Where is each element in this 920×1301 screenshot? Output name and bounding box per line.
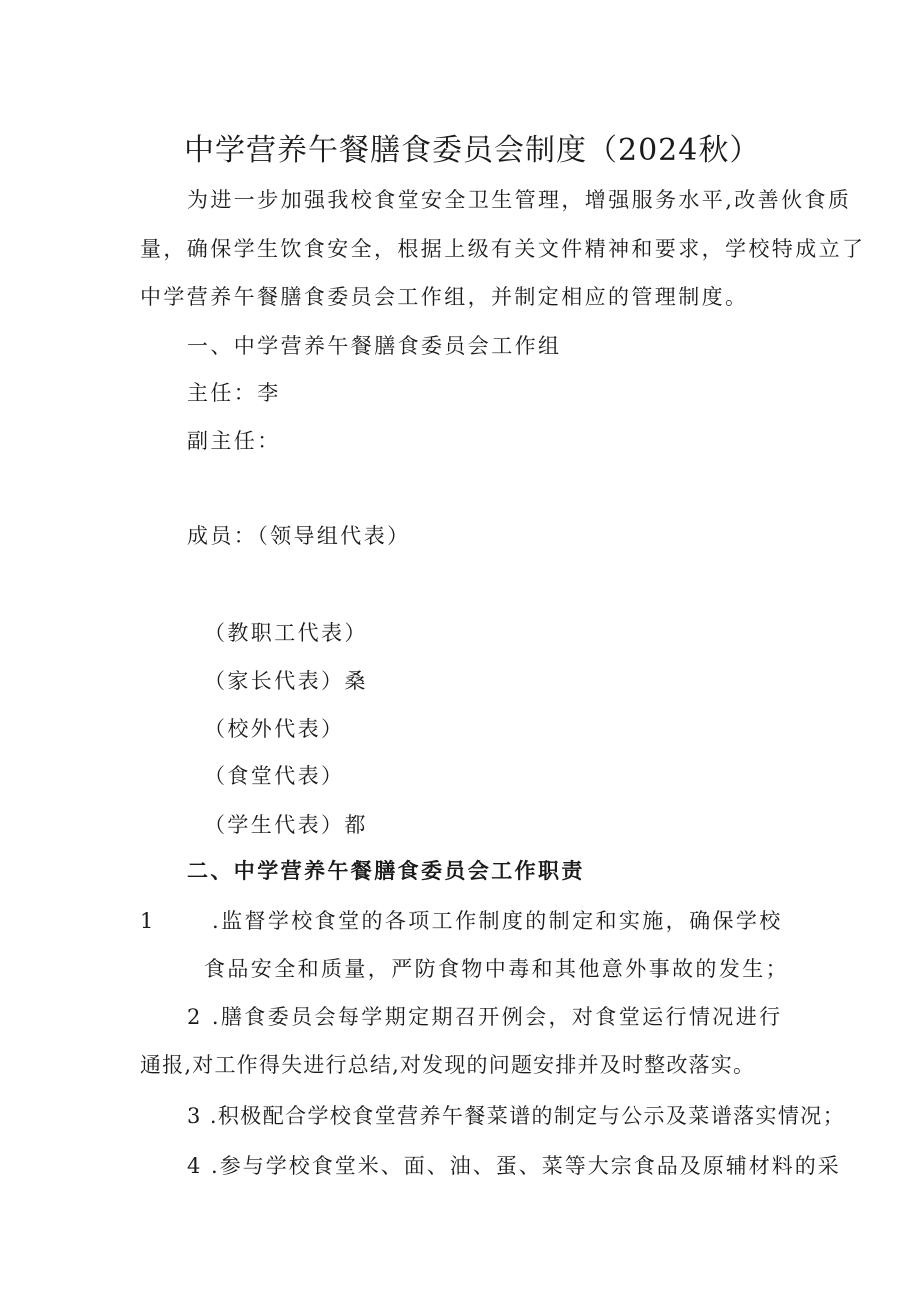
section1-heading: 一、中学营养午餐膳食委员会工作组 [187,334,562,358]
item2-line-2: 通报,对工作得失进行总结,对发现的问题安排并及时整改落实。 [140,1053,756,1077]
document-title: 中学营养午餐膳食委员会制度（2024秋） [184,133,761,168]
item2-line-1: 2 .膳食委员会每学期定期召开例会，对食堂运行情况进行 [187,1005,783,1029]
rep-external: （校外代表） [204,717,345,741]
item4-line: 4 .参与学校食堂米、面、油、蛋、菜等大宗食品及原辅材料的采 [187,1154,841,1178]
rep-staff: （教职工代表） [204,621,368,645]
rep-parents: （家长代表）桑 [204,669,368,693]
item3-line: 3 .积极配合学校食堂营养午餐菜谱的制定与公示及菜谱落实情况； [187,1104,846,1128]
rep-canteen: （食堂代表） [204,764,345,788]
item1-line-1: .监督学校食堂的各项工作制度的制定和实施，确保学校 [212,909,783,933]
item1-number: 1 [140,909,154,933]
section2-heading: 二、中学营养午餐膳食委员会工作职责 [187,858,585,883]
rep-students: （学生代表）都 [204,813,368,837]
item1-line-2: 食品安全和质量，严防食物中毒和其他意外事故的发生； [204,957,789,981]
intro-line-1: 为进一步加强我校食堂安全卫生管理，增强服务水平,改善伙食质 [187,188,852,212]
members-line: 成员：（领导组代表） [187,524,411,548]
intro-line-3: 中学营养午餐膳食委员会工作组，并制定相应的管理制度。 [140,285,749,309]
director-line: 主任：李 [187,381,281,405]
intro-line-2: 量，确保学生饮食安全，根据上级有关文件精神和要求，学校特成立了 [140,237,866,261]
deputy-director-line: 副主任： [187,429,281,453]
